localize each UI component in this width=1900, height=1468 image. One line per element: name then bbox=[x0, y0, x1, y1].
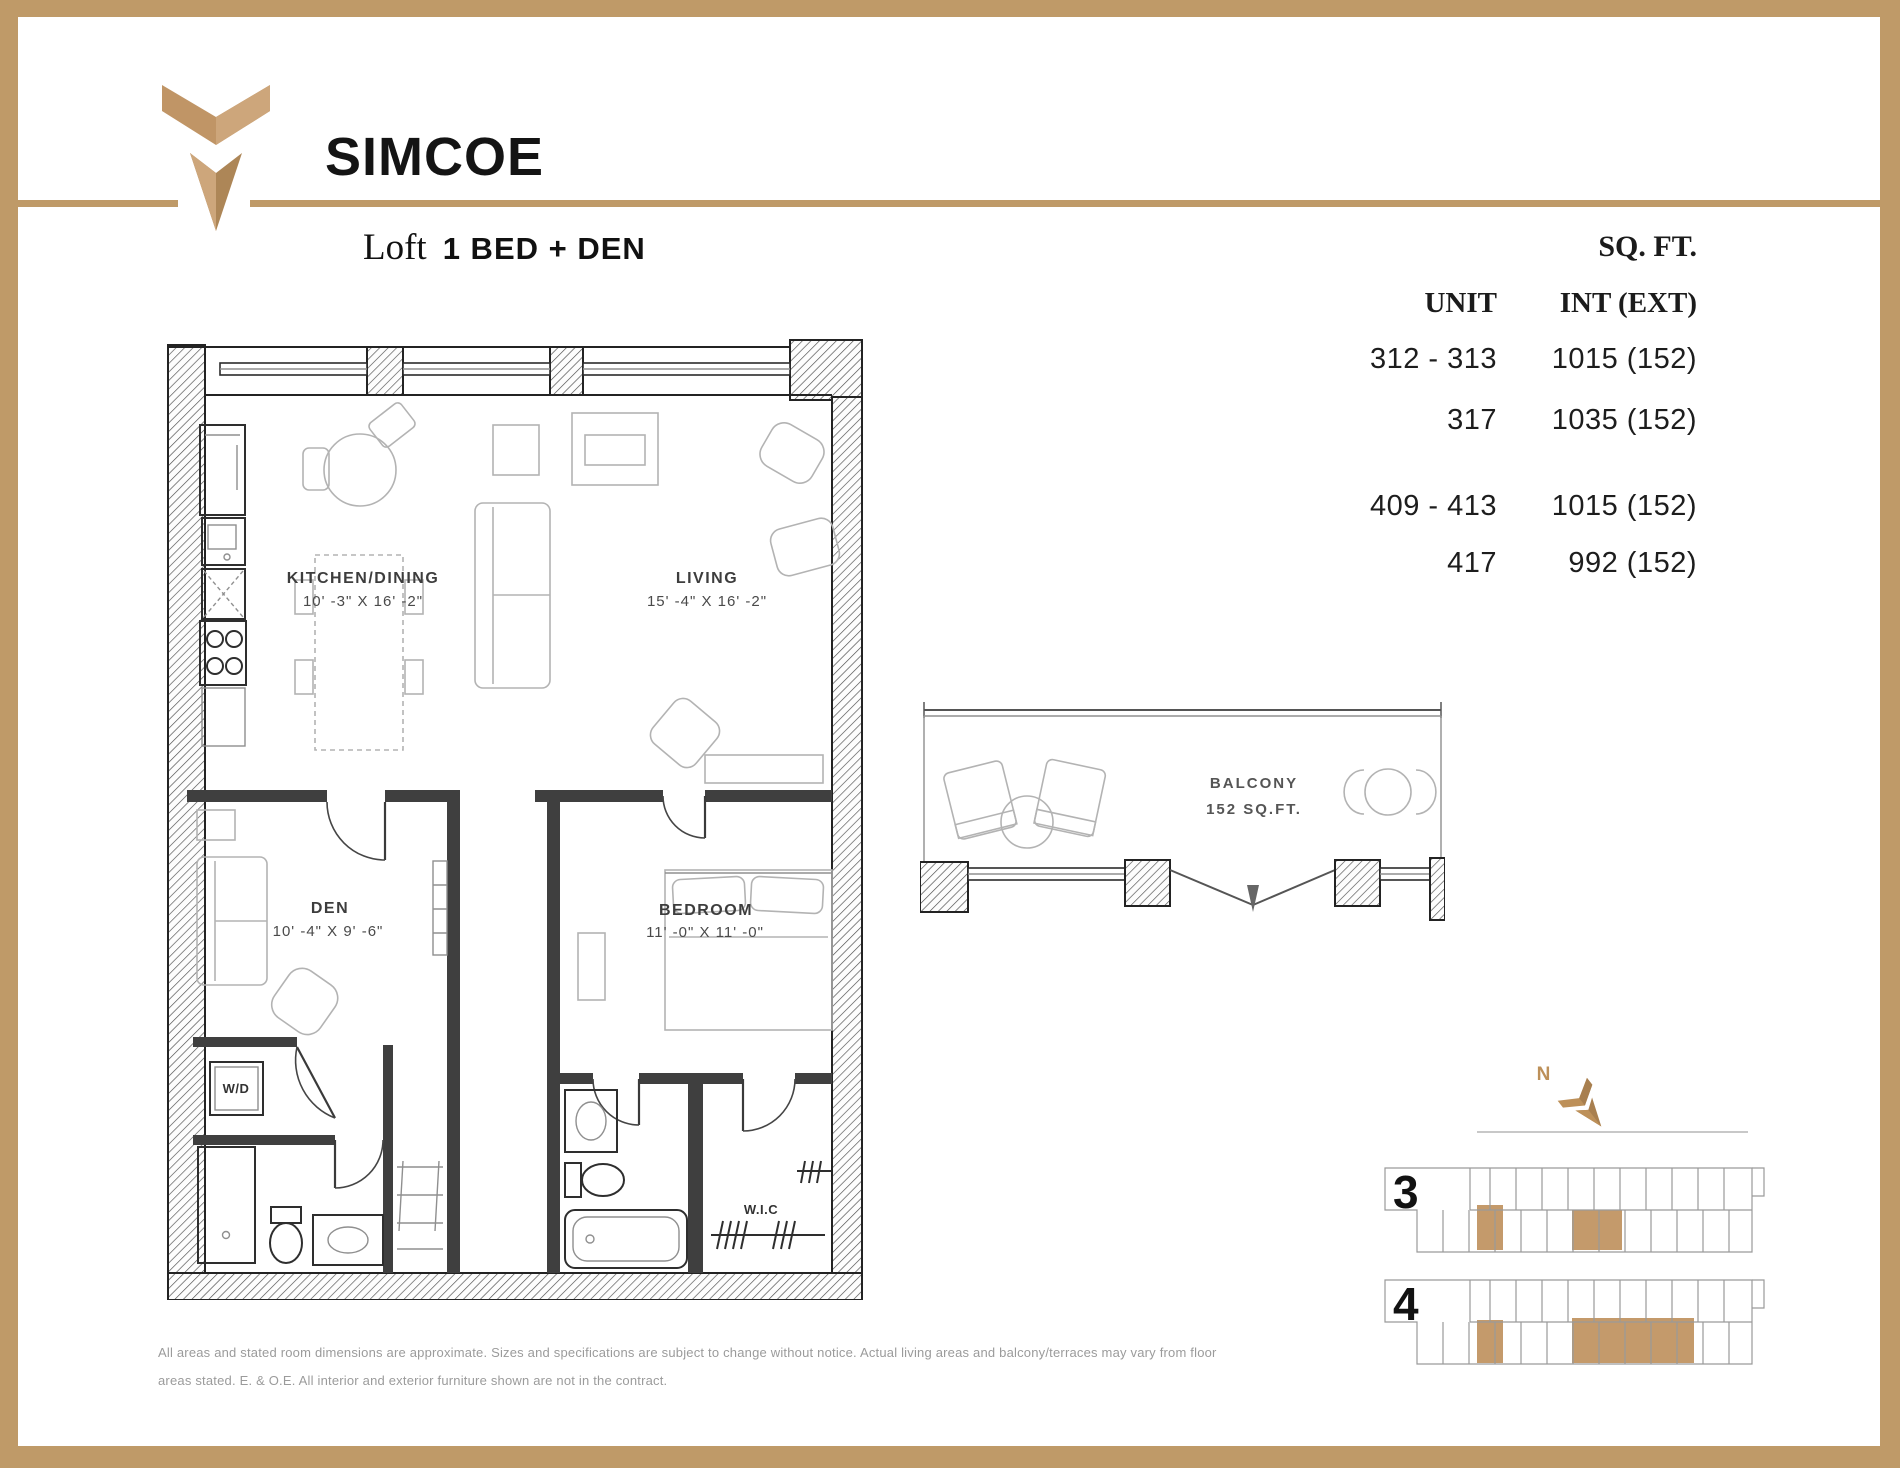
balcony-drawing bbox=[920, 700, 1445, 925]
sqft-title: SQ. FT. bbox=[1598, 230, 1697, 263]
bathroom-main bbox=[198, 1147, 383, 1265]
living-dims: 15' -4" X 16' -2" bbox=[646, 593, 768, 610]
north-arrow-icon bbox=[1558, 1078, 1616, 1138]
den-dims: 10' -4" X 9' -6" bbox=[272, 923, 384, 940]
table-row bbox=[1200, 404, 1697, 437]
balcony-structure bbox=[920, 702, 1445, 920]
area-cell: 992 (152) bbox=[1568, 547, 1697, 579]
balcony-furniture bbox=[943, 759, 1436, 848]
unit-cell: 317 bbox=[1447, 404, 1497, 436]
north-label: N bbox=[1536, 1064, 1552, 1085]
floor-3-label: 3 bbox=[1393, 1166, 1419, 1218]
area-cell: 1015 (152) bbox=[1551, 343, 1697, 375]
disclaimer-line-2: areas stated. E. & O.E. All interior and exterior furniture shown are not in the contract. bbox=[158, 1373, 668, 1388]
kitchen-fixtures bbox=[200, 425, 246, 746]
plan-type bbox=[363, 226, 646, 269]
table-row bbox=[1200, 343, 1697, 376]
balcony-label: BALCONY bbox=[1209, 775, 1299, 792]
laundry-label: W/D bbox=[222, 1081, 250, 1096]
sqft-header-row bbox=[1200, 287, 1697, 320]
keyplan-floor-4 bbox=[1385, 1278, 1764, 1364]
bathroom-ensuite bbox=[565, 1090, 687, 1268]
interior-walls bbox=[187, 790, 832, 1273]
disclaimer-line-1: All areas and stated room dimensions are approximate. Sizes and specifications are subject to change without notice. Actual living areas and balcony/terraces may vary from floor bbox=[158, 1345, 1217, 1360]
exterior-walls bbox=[168, 340, 862, 1300]
brand-title: SIMCOE bbox=[325, 127, 545, 187]
plan-name: 1 BED + DEN bbox=[442, 231, 646, 266]
wic-label: W.I.C bbox=[743, 1202, 779, 1217]
hall-closet-shelves bbox=[397, 1161, 443, 1249]
table-row bbox=[1200, 547, 1697, 580]
area-column-header: INT (EXT) bbox=[1559, 287, 1697, 319]
window-band bbox=[220, 363, 790, 375]
doors bbox=[296, 796, 795, 1188]
floor-4-label: 4 bbox=[1393, 1278, 1419, 1330]
header-rule-left bbox=[18, 200, 178, 207]
laundry-closet bbox=[210, 1062, 263, 1115]
area-cell: 1015 (152) bbox=[1551, 490, 1697, 522]
kitchen-label: KITCHEN/DINING bbox=[286, 570, 440, 587]
living-label: LIVING bbox=[675, 570, 739, 587]
unit-column-header: UNIT bbox=[1424, 287, 1497, 319]
unit-cell: 409 - 413 bbox=[1369, 490, 1497, 522]
den-label: DEN bbox=[310, 900, 350, 917]
plan-collection: Loft bbox=[363, 227, 427, 268]
keyplan bbox=[1380, 1055, 1770, 1370]
unit-cell: 312 - 313 bbox=[1369, 343, 1497, 375]
table-row bbox=[1200, 490, 1697, 523]
kitchen-dims: 10' -3" X 16' -2" bbox=[302, 593, 424, 610]
brand-chevron-icon bbox=[160, 83, 272, 233]
bedroom-furniture bbox=[578, 694, 832, 1030]
balcony-area: 152 SQ.FT. bbox=[1206, 801, 1302, 818]
floorplan-drawing bbox=[145, 285, 870, 1300]
keyplan-floor-3 bbox=[1385, 1166, 1764, 1252]
bedroom-dims: 11' -0" X 11' -0" bbox=[646, 924, 764, 941]
unit-cell: 417 bbox=[1447, 547, 1497, 579]
disclaimer bbox=[158, 1339, 1217, 1395]
area-cell: 1035 (152) bbox=[1551, 404, 1697, 436]
bedroom-label: BEDROOM bbox=[658, 902, 754, 919]
header-rule-right bbox=[250, 200, 1882, 207]
